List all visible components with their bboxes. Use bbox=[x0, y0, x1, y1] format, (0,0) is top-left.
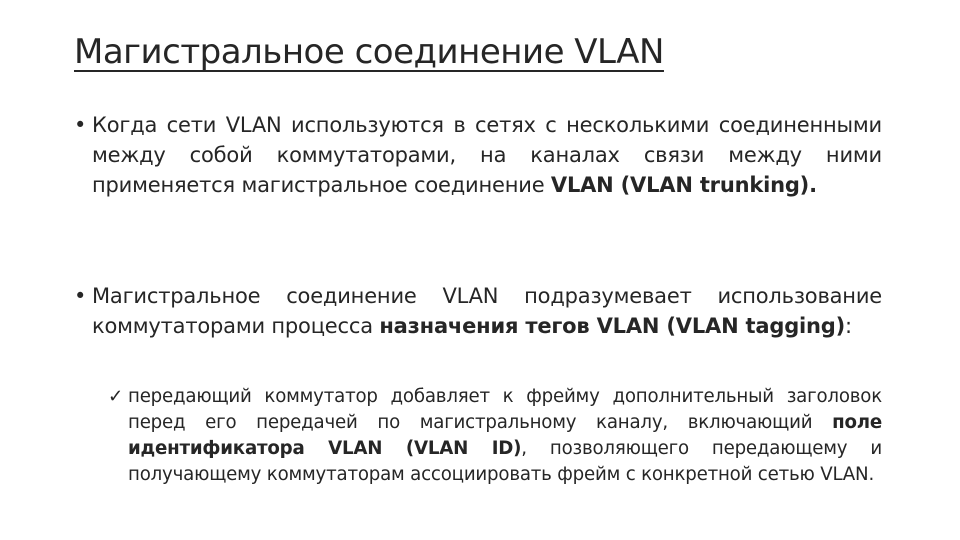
bullet-dot-icon: • bbox=[74, 284, 87, 308]
subbullet-text-tail: , позволяющего передающему и получающему коммутаторам ассоциировать фрейм с конкретной сетью VLAN. bbox=[128, 438, 882, 485]
bullet-text bbox=[74, 110, 882, 200]
subbullet-text bbox=[108, 384, 882, 488]
subbullet-item-vlan-id bbox=[108, 384, 882, 488]
checkmark-icon: ✓ bbox=[108, 386, 124, 407]
bullet-text-tail: : bbox=[845, 314, 852, 338]
bullet-dot-icon: • bbox=[74, 113, 87, 137]
bullet-text-plain: Магистральное соединение VLAN подразумевает использование коммутаторами процесса bbox=[92, 284, 882, 338]
bullet-text-bold: VLAN (VLAN trunking). bbox=[550, 173, 817, 197]
bullet-text-plain: Когда сети VLAN используются в сетях с несколькими соединенными между собой коммутаторами, на каналах связи между ними применяется магистральное соединение bbox=[92, 113, 882, 197]
subbullet-text-plain: передающий коммутатор добавляет к фрейму дополнительный заголовок перед его передачей по магистральному каналу, включающий bbox=[128, 386, 882, 433]
bullet-text bbox=[74, 281, 882, 341]
bullet-item-trunking bbox=[74, 110, 882, 200]
bullet-item-tagging bbox=[74, 281, 882, 341]
bullet-text-bold: назначения тегов VLAN (VLAN tagging) bbox=[379, 314, 846, 338]
slide-title: Магистральное соединение VLAN bbox=[74, 32, 664, 72]
subbullet-text-bold: поле идентификатора VLAN (VLAN ID) bbox=[128, 412, 882, 459]
